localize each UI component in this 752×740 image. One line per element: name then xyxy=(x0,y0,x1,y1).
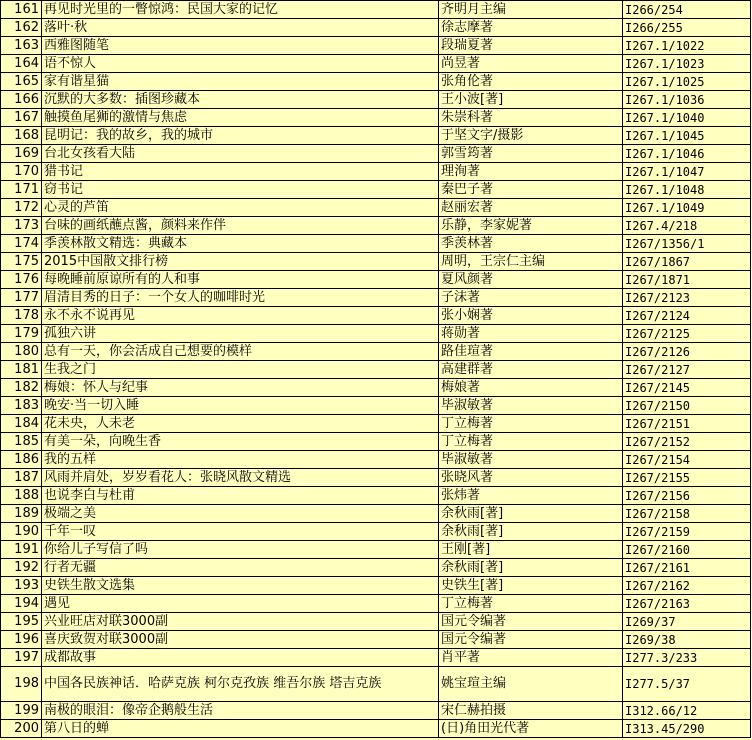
row-number: 181 xyxy=(1,361,42,379)
row-number: 161 xyxy=(1,1,42,19)
book-title: 生我之门 xyxy=(42,361,439,379)
row-number: 183 xyxy=(1,397,42,415)
table-row xyxy=(1,271,751,289)
row-number: 170 xyxy=(1,163,42,181)
book-author: 张小娴著 xyxy=(439,307,623,325)
table-row xyxy=(1,720,751,738)
book-title: 喜庆致贺对联3000副 xyxy=(42,631,439,649)
row-number: 196 xyxy=(1,631,42,649)
table-row xyxy=(1,91,751,109)
table-row xyxy=(1,613,751,631)
book-title: 再见时光里的一瞥惊鸿：民国大家的记忆 xyxy=(42,1,439,19)
table-row xyxy=(1,469,751,487)
call-number: I267/2162 xyxy=(623,577,751,595)
book-author: 子沫著 xyxy=(439,289,623,307)
call-number: I269/38 xyxy=(623,631,751,649)
call-number: I267/1867 xyxy=(623,253,751,271)
table-row xyxy=(1,55,751,73)
row-number: 189 xyxy=(1,505,42,523)
row-number: 193 xyxy=(1,577,42,595)
table-row xyxy=(1,505,751,523)
row-number: 169 xyxy=(1,145,42,163)
call-number: I267/2126 xyxy=(623,343,751,361)
table-row xyxy=(1,163,751,181)
call-number: I267/2154 xyxy=(623,451,751,469)
book-author: 王小波[著] xyxy=(439,91,623,109)
table-row xyxy=(1,415,751,433)
row-number: 184 xyxy=(1,415,42,433)
table-row xyxy=(1,487,751,505)
call-number: I267.1/1036 xyxy=(623,91,751,109)
call-number: I267/2150 xyxy=(623,397,751,415)
table-row xyxy=(1,361,751,379)
row-number: 191 xyxy=(1,541,42,559)
book-author: 张炜著 xyxy=(439,487,623,505)
book-author: 季羡林著 xyxy=(439,235,623,253)
row-number: 173 xyxy=(1,217,42,235)
book-title: 西雅图随笔 xyxy=(42,37,439,55)
call-number: I267/2158 xyxy=(623,505,751,523)
book-title: 兴业旺店对联3000副 xyxy=(42,613,439,631)
book-title: 行者无疆 xyxy=(42,559,439,577)
call-number: I267/2152 xyxy=(623,433,751,451)
row-number: 167 xyxy=(1,109,42,127)
book-author: 梅娘著 xyxy=(439,379,623,397)
call-number: I267/2127 xyxy=(623,361,751,379)
book-author: 于坚文字/摄影 xyxy=(439,127,623,145)
call-number: I267/2155 xyxy=(623,469,751,487)
call-number: I267.1/1023 xyxy=(623,55,751,73)
book-title: 花未央，人未老 xyxy=(42,415,439,433)
call-number: I267/2151 xyxy=(623,415,751,433)
book-author: 王刚[著] xyxy=(439,541,623,559)
row-number: 172 xyxy=(1,199,42,217)
row-number: 177 xyxy=(1,289,42,307)
book-author: 齐明月主编 xyxy=(439,1,623,19)
table-row xyxy=(1,541,751,559)
row-number: 182 xyxy=(1,379,42,397)
book-title: 2015中国散文排行榜 xyxy=(42,253,439,271)
book-title: 极端之美 xyxy=(42,505,439,523)
book-title: 眉清目秀的日子：一个女人的咖啡时光 xyxy=(42,289,439,307)
table-row xyxy=(1,181,751,199)
book-author: (日)角田光代著 xyxy=(439,720,623,738)
book-title: 遇见 xyxy=(42,595,439,613)
book-title: 触摸鱼尾狮的激情与焦虑 xyxy=(42,109,439,127)
table-row xyxy=(1,559,751,577)
book-author: 徐志摩著 xyxy=(439,19,623,37)
book-title: 有美一朵，向晚生香 xyxy=(42,433,439,451)
table-row xyxy=(1,667,751,702)
call-number: I267/2123 xyxy=(623,289,751,307)
row-number: 179 xyxy=(1,325,42,343)
book-title: 每晚睡前原谅所有的人和事 xyxy=(42,271,439,289)
call-number: I277.5/37 xyxy=(623,667,751,702)
book-author: 张晓风著 xyxy=(439,469,623,487)
row-number: 168 xyxy=(1,127,42,145)
book-author: 周明，王宗仁主编 xyxy=(439,253,623,271)
book-author: 毕淑敏著 xyxy=(439,397,623,415)
row-number: 176 xyxy=(1,271,42,289)
call-number: I267.1/1022 xyxy=(623,37,751,55)
book-title: 台味的画纸蘸点酱，颜料来作伴 xyxy=(42,217,439,235)
book-author: 宋仁赫拍摄 xyxy=(439,702,623,720)
call-number: I267/2160 xyxy=(623,541,751,559)
table-row xyxy=(1,199,751,217)
table-row xyxy=(1,37,751,55)
book-title: 我的五样 xyxy=(42,451,439,469)
book-title: 梅娘：怀人与纪事 xyxy=(42,379,439,397)
table-row xyxy=(1,1,751,19)
book-author: 丁立梅著 xyxy=(439,415,623,433)
call-number: I277.3/233 xyxy=(623,649,751,667)
book-title: 家有谐星猫 xyxy=(42,73,439,91)
book-title: 永不永不说再见 xyxy=(42,307,439,325)
call-number: I313.45/290 xyxy=(623,720,751,738)
book-author: 夏风颜著 xyxy=(439,271,623,289)
call-number: I266/255 xyxy=(623,19,751,37)
book-title: 你给儿子写信了吗 xyxy=(42,541,439,559)
call-number: I267/2163 xyxy=(623,595,751,613)
book-title: 窃书记 xyxy=(42,181,439,199)
row-number: 197 xyxy=(1,649,42,667)
book-author: 段瑞夏著 xyxy=(439,37,623,55)
call-number: I267.1/1045 xyxy=(623,127,751,145)
book-author: 肖平著 xyxy=(439,649,623,667)
table-row xyxy=(1,289,751,307)
row-number: 171 xyxy=(1,181,42,199)
call-number: I267/2156 xyxy=(623,487,751,505)
book-title: 史铁生散文选集 xyxy=(42,577,439,595)
row-number: 163 xyxy=(1,37,42,55)
call-number: I266/254 xyxy=(623,1,751,19)
row-number: 174 xyxy=(1,235,42,253)
book-list-body xyxy=(1,1,751,738)
book-author: 张角伦著 xyxy=(439,73,623,91)
book-author: 路佳瑄著 xyxy=(439,343,623,361)
table-row xyxy=(1,343,751,361)
table-row xyxy=(1,523,751,541)
table-row xyxy=(1,253,751,271)
table-row xyxy=(1,217,751,235)
book-title: 落叶·秋 xyxy=(42,19,439,37)
book-title: 也说李白与杜甫 xyxy=(42,487,439,505)
call-number: I312.66/12 xyxy=(623,702,751,720)
row-number: 165 xyxy=(1,73,42,91)
row-number: 186 xyxy=(1,451,42,469)
row-number: 195 xyxy=(1,613,42,631)
book-title: 季羡林散文精选：典藏本 xyxy=(42,235,439,253)
book-author: 尚昱著 xyxy=(439,55,623,73)
book-author: 国元令编著 xyxy=(439,631,623,649)
book-title: 中国各民族神话．哈萨克族 柯尔克孜族 维吾尔族 塔吉克族 xyxy=(42,667,439,702)
call-number: I267.1/1047 xyxy=(623,163,751,181)
row-number: 187 xyxy=(1,469,42,487)
book-title: 成都故事 xyxy=(42,649,439,667)
book-author: 余秋雨[著] xyxy=(439,523,623,541)
row-number: 200 xyxy=(1,720,42,738)
book-title: 沉默的大多数：插图珍藏本 xyxy=(42,91,439,109)
book-author: 高建群著 xyxy=(439,361,623,379)
book-title: 风雨并肩处，岁岁看花人：张晓风散文精选 xyxy=(42,469,439,487)
table-row xyxy=(1,702,751,720)
row-number: 185 xyxy=(1,433,42,451)
row-number: 188 xyxy=(1,487,42,505)
table-row xyxy=(1,145,751,163)
book-title: 第八日的蝉 xyxy=(42,720,439,738)
call-number: I269/37 xyxy=(623,613,751,631)
row-number: 190 xyxy=(1,523,42,541)
table-row xyxy=(1,433,751,451)
table-row xyxy=(1,307,751,325)
table-row xyxy=(1,577,751,595)
table-row xyxy=(1,73,751,91)
book-title: 孤独六讲 xyxy=(42,325,439,343)
table-row xyxy=(1,127,751,145)
table-row xyxy=(1,631,751,649)
call-number: I267/1871 xyxy=(623,271,751,289)
row-number: 194 xyxy=(1,595,42,613)
call-number: I267.1/1049 xyxy=(623,199,751,217)
call-number: I267.4/218 xyxy=(623,217,751,235)
row-number: 162 xyxy=(1,19,42,37)
book-title: 千年一叹 xyxy=(42,523,439,541)
table-row xyxy=(1,325,751,343)
table-row xyxy=(1,379,751,397)
call-number: I267/2124 xyxy=(623,307,751,325)
row-number: 178 xyxy=(1,307,42,325)
call-number: I267/2125 xyxy=(623,325,751,343)
book-author: 国元令编著 xyxy=(439,613,623,631)
book-author: 余秋雨[著] xyxy=(439,505,623,523)
call-number: I267.1/1040 xyxy=(623,109,751,127)
row-number: 192 xyxy=(1,559,42,577)
book-author: 理洵著 xyxy=(439,163,623,181)
book-author: 赵丽宏著 xyxy=(439,199,623,217)
book-author: 丁立梅著 xyxy=(439,595,623,613)
row-number: 164 xyxy=(1,55,42,73)
call-number: I267/2159 xyxy=(623,523,751,541)
book-author: 史铁生[著] xyxy=(439,577,623,595)
book-author: 毕淑敏著 xyxy=(439,451,623,469)
book-title: 南极的眼泪：像帝企鹅般生活 xyxy=(42,702,439,720)
table-row xyxy=(1,235,751,253)
table-row xyxy=(1,595,751,613)
call-number: I267.1/1046 xyxy=(623,145,751,163)
row-number: 180 xyxy=(1,343,42,361)
table-row xyxy=(1,451,751,469)
book-title: 晚安·当一切入睡 xyxy=(42,397,439,415)
book-title: 语不惊人 xyxy=(42,55,439,73)
book-author: 蒋勋著 xyxy=(439,325,623,343)
call-number: I267.1/1048 xyxy=(623,181,751,199)
table-row xyxy=(1,649,751,667)
table-row xyxy=(1,397,751,415)
row-number: 198 xyxy=(1,667,42,702)
call-number: I267/2161 xyxy=(623,559,751,577)
table-row xyxy=(1,19,751,37)
book-author: 姚宝瑄主编 xyxy=(439,667,623,702)
book-title: 台北女孩看大陆 xyxy=(42,145,439,163)
book-author: 丁立梅著 xyxy=(439,433,623,451)
book-title: 猎书记 xyxy=(42,163,439,181)
book-author: 乐静，李家妮著 xyxy=(439,217,623,235)
table-row xyxy=(1,109,751,127)
book-title: 总有一天，你会活成自己想要的模样 xyxy=(42,343,439,361)
book-title: 心灵的芦笛 xyxy=(42,199,439,217)
book-author: 朱崇科著 xyxy=(439,109,623,127)
book-author: 余秋雨[著] xyxy=(439,559,623,577)
book-author: 秦巴子著 xyxy=(439,181,623,199)
row-number: 175 xyxy=(1,253,42,271)
call-number: I267/1356/1 xyxy=(623,235,751,253)
row-number: 166 xyxy=(1,91,42,109)
book-author: 郭雪筠著 xyxy=(439,145,623,163)
row-number: 199 xyxy=(1,702,42,720)
call-number: I267/2145 xyxy=(623,379,751,397)
call-number: I267.1/1025 xyxy=(623,73,751,91)
book-title: 昆明记：我的故乡，我的城市 xyxy=(42,127,439,145)
